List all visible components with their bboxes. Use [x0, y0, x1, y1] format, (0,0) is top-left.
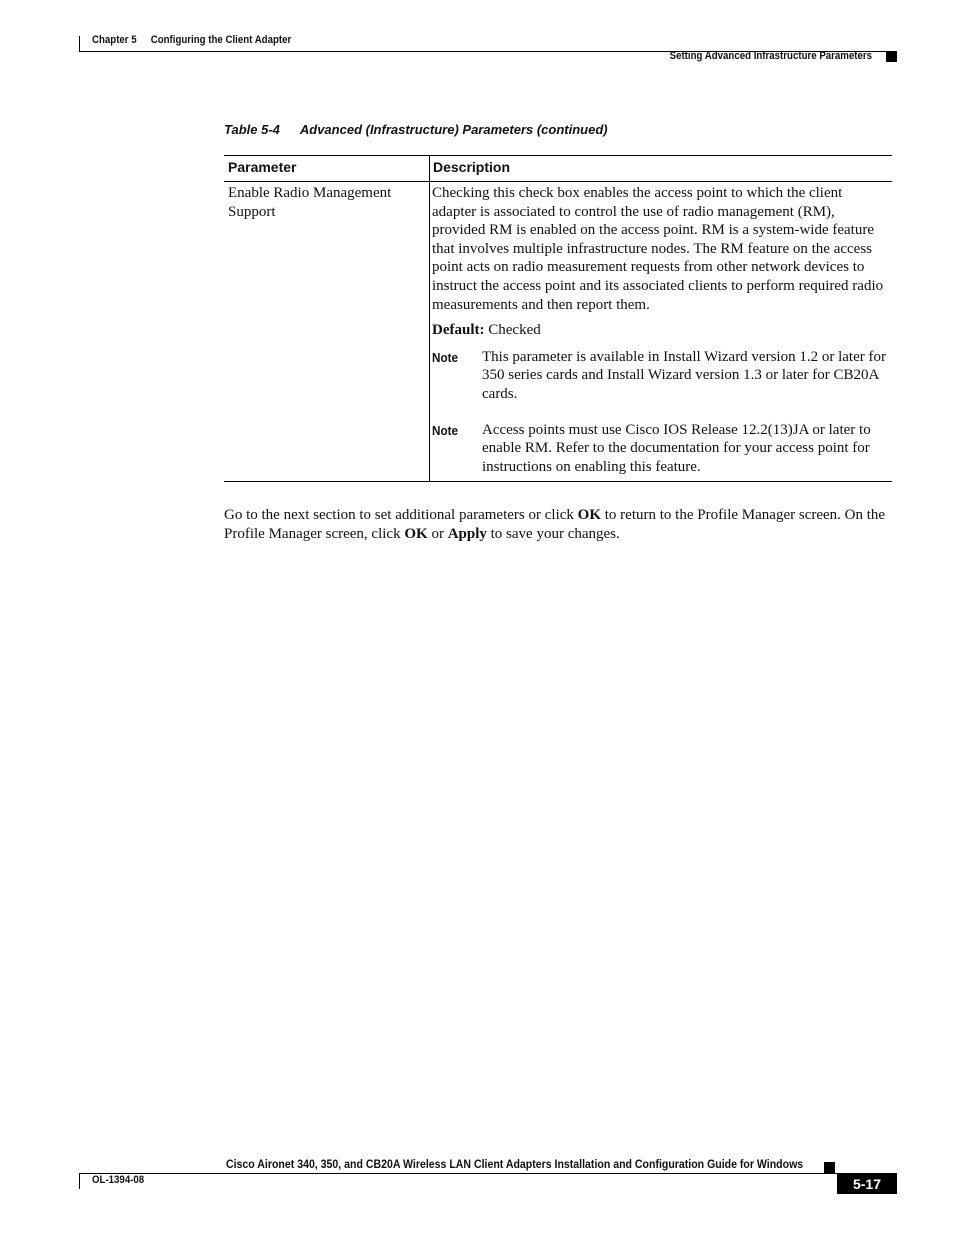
note-2: [432, 421, 887, 477]
header-section-title: Setting Advanced Infrastructure Parameters: [669, 50, 872, 62]
note-1: [432, 348, 887, 404]
table-caption: [224, 122, 608, 137]
footer-doc-number: OL-1394-08: [92, 1174, 145, 1186]
default-label: Default:: [432, 322, 485, 339]
header-left-bar: [79, 36, 80, 52]
table-top-rule: [224, 155, 892, 156]
default-value: Checked: [484, 322, 541, 339]
body-text: to return to the Profile Manager screen. On the Profile Manager screen, click: [224, 507, 886, 542]
note-text: This parameter is available in Install Wizard version 1.2 or later for 350 series cards and Install Wizard version 1.3 or later for CB20A cards.: [482, 348, 886, 402]
ok-keyword: OK: [404, 525, 428, 542]
body-text: to save your changes.: [486, 525, 620, 542]
parameter-cell: Enable Radio Management Support: [228, 185, 392, 220]
apply-keyword: Apply: [447, 525, 487, 542]
header-marker-square: [886, 51, 897, 62]
description-text: Checking this check box enables the access point to which the client adapter is associated to control the use of radio management (RM), provided RM is enabled on the access point. RM is a system-wide feature that involves multiple infrastructure nodes. The RM feature on the access point acts on radio measurement requests from other network devices to instruct the access point and its associated clients to perform required radio measurements and then report them.: [432, 185, 884, 313]
column-header-parameter: Parameter: [228, 159, 297, 175]
table-column-divider: [429, 155, 430, 482]
chapter-title: Configuring the Client Adapter: [150, 34, 292, 46]
footer-left-bar: [79, 1173, 80, 1189]
note-label: Note: [432, 422, 459, 438]
note-label: Note: [432, 349, 459, 365]
footer-page-number: 5-17: [837, 1174, 897, 1194]
description-cell: [432, 184, 887, 476]
note-text: Access points must use Cisco IOS Release 12.2(13)JA or later to enable RM. Refer to the documentation for your access point for instructions on enabling this feature.: [482, 421, 871, 475]
table-caption-label: Table 5-4: [224, 122, 280, 137]
body-text: Go to the next section to set additional parameters or click: [224, 507, 578, 523]
default-line: [432, 321, 887, 340]
ok-keyword: OK: [577, 507, 601, 523]
header-chapter: [92, 34, 291, 46]
table-header-rule: [224, 181, 892, 182]
table-bottom-rule: [224, 481, 892, 482]
body-text: or: [427, 525, 448, 542]
footer-rule: [79, 1173, 897, 1174]
table-caption-title: Advanced (Infrastructure) Parameters (continued): [299, 122, 608, 137]
footer-book-title: Cisco Aironet 340, 350, and CB20A Wireless LAN Client Adapters Installation and Configuration Guide for Windows: [226, 1157, 804, 1171]
footer-marker-square: [824, 1162, 835, 1173]
chapter-number: Chapter 5: [92, 34, 137, 46]
column-header-description: Description: [433, 159, 511, 175]
body-paragraph: [224, 506, 904, 543]
